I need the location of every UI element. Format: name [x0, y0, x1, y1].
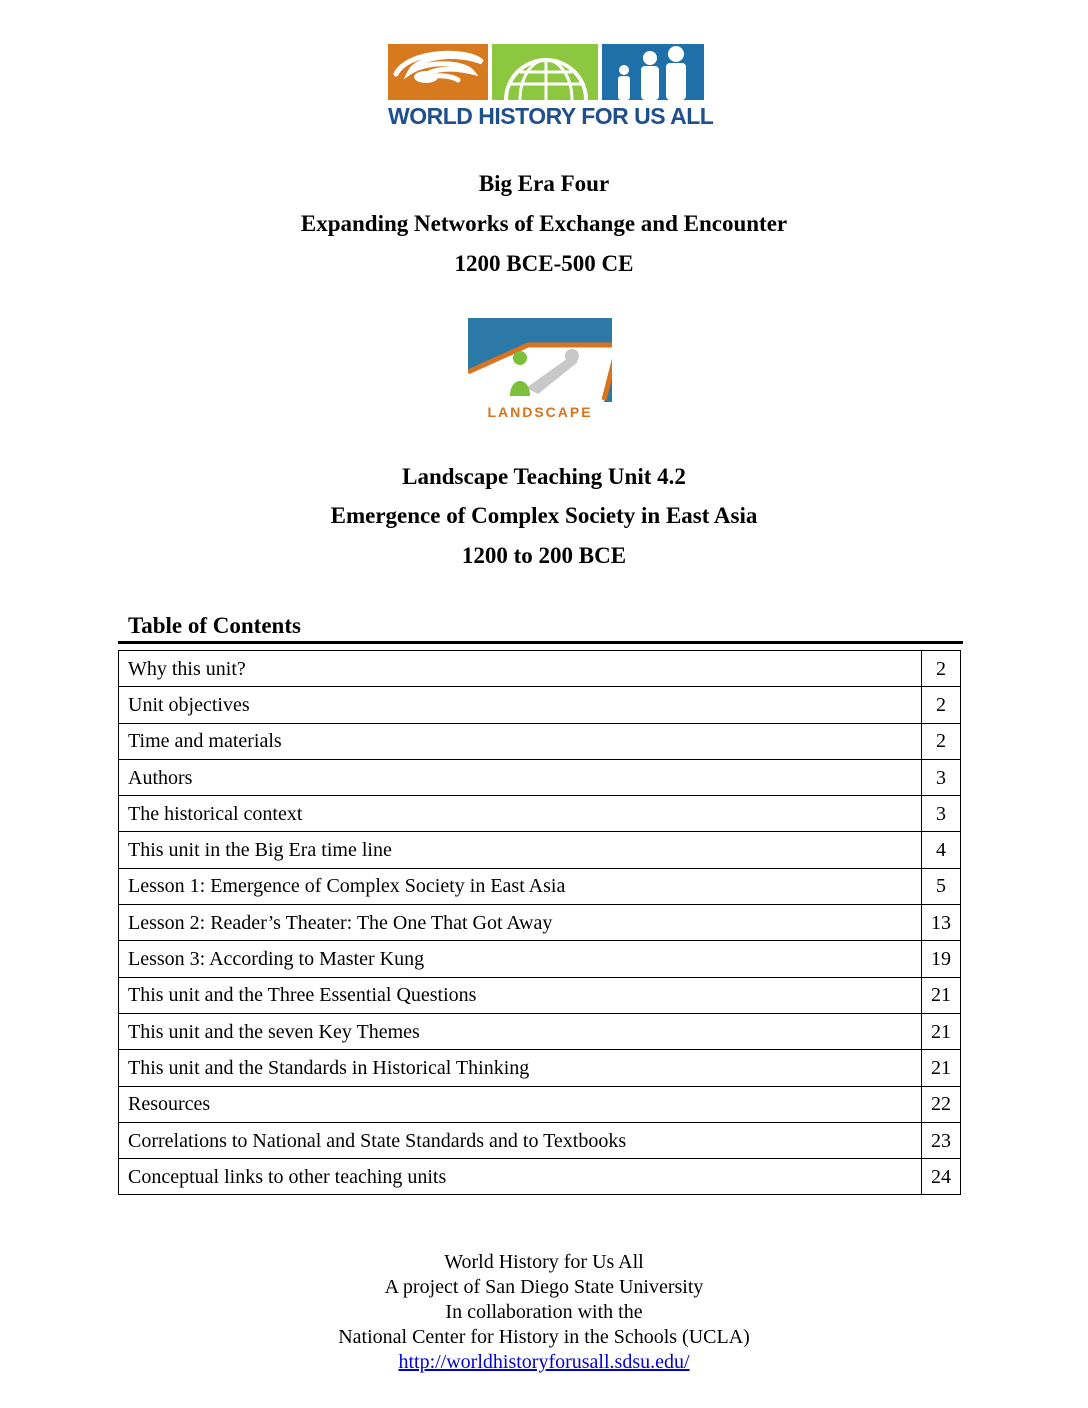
footer-collaboration: In collaboration with the [445, 1301, 643, 1323]
footer-center: National Center for History in the Schools (UCLA) [338, 1326, 750, 1348]
toc-entry-title[interactable]: Why this unit? [119, 651, 922, 687]
toc-entry-page: 24 [922, 1159, 961, 1195]
toc-entry-title[interactable]: This unit and the Three Essential Questions [119, 977, 922, 1013]
toc-row[interactable] [119, 868, 961, 904]
footer-university: A project of San Diego State University [384, 1276, 704, 1298]
unit-title: Landscape Teaching Unit 4.2 [402, 464, 686, 489]
unit-dates: 1200 to 200 BCE [461, 543, 627, 568]
toc-entry-title[interactable]: Conceptual links to other teaching units [119, 1159, 922, 1195]
toc-entry-page: 2 [922, 651, 961, 687]
toc-row[interactable] [119, 796, 961, 832]
toc-entry-title[interactable]: Correlations to National and State Standards and to Textbooks [119, 1122, 922, 1158]
toc-entry-title[interactable]: The historical context [119, 796, 922, 832]
toc-entry-title[interactable]: Authors [119, 759, 922, 795]
toc-entry-page: 21 [922, 1050, 961, 1086]
logo-text: WORLD HISTORY FOR US ALL [388, 103, 714, 129]
toc-row[interactable] [119, 1159, 961, 1195]
toc-row[interactable] [119, 759, 961, 795]
toc-row[interactable] [119, 1122, 961, 1158]
toc-entry-title[interactable]: This unit and the Standards in Historical Thinking [119, 1050, 922, 1086]
swirl-icon [388, 44, 488, 100]
toc-row[interactable] [119, 687, 961, 723]
toc-entry-title[interactable]: Time and materials [119, 723, 922, 759]
toc-heading: Table of Contents [128, 613, 301, 638]
toc-entry-page: 21 [922, 1013, 961, 1049]
unit-subtitle: Emergence of Complex Society in East Asia [330, 503, 758, 528]
toc-row[interactable] [119, 905, 961, 941]
toc-entry-page: 2 [922, 723, 961, 759]
family-silhouette-icon [602, 44, 704, 100]
footer-project-name: World History for Us All [444, 1251, 644, 1273]
toc-entry-page: 22 [922, 1086, 961, 1122]
toc-entry-page: 3 [922, 759, 961, 795]
toc-row[interactable] [119, 832, 961, 868]
toc-entry-title[interactable]: Unit objectives [119, 687, 922, 723]
toc-entry-page: 2 [922, 687, 961, 723]
toc-entry-title[interactable]: This unit and the seven Key Themes [119, 1013, 922, 1049]
era-dates: 1200 BCE-500 CE [454, 251, 634, 276]
toc-entry-page: 3 [922, 796, 961, 832]
era-name: Big Era Four [478, 171, 610, 196]
toc-entry-page: 19 [922, 941, 961, 977]
toc-row[interactable] [119, 1013, 961, 1049]
toc-entry-title[interactable]: This unit in the Big Era time line [119, 832, 922, 868]
toc-divider [118, 641, 963, 644]
landscape-logo [468, 318, 612, 424]
toc-entry-page: 21 [922, 977, 961, 1013]
toc-row[interactable] [119, 723, 961, 759]
landscape-icon [468, 318, 612, 402]
landscape-label: LANDSCAPE [487, 404, 593, 420]
toc-row[interactable] [119, 1086, 961, 1122]
toc-row[interactable] [119, 977, 961, 1013]
toc-table [118, 650, 961, 1195]
toc-entry-page: 13 [922, 905, 961, 941]
toc-row[interactable] [119, 941, 961, 977]
globe-icon [492, 44, 598, 100]
toc-entry-title[interactable]: Lesson 2: Reader’s Theater: The One That Got Away [119, 905, 922, 941]
footer-website-link[interactable]: http://worldhistoryforusall.sdsu.edu/ [398, 1351, 690, 1373]
world-history-logo [388, 44, 714, 130]
toc-entry-page: 5 [922, 868, 961, 904]
toc-entry-page: 23 [922, 1122, 961, 1158]
era-title: Expanding Networks of Exchange and Encounter [300, 211, 788, 236]
logo-graphic [388, 44, 704, 100]
toc-entry-title[interactable]: Lesson 3: According to Master Kung [119, 941, 922, 977]
toc-row[interactable] [119, 651, 961, 687]
toc-entry-title[interactable]: Resources [119, 1086, 922, 1122]
footer [0, 1250, 1088, 1375]
toc-entry-page: 4 [922, 832, 961, 868]
toc-entry-title[interactable]: Lesson 1: Emergence of Complex Society in East Asia [119, 868, 922, 904]
toc-row[interactable] [119, 1050, 961, 1086]
